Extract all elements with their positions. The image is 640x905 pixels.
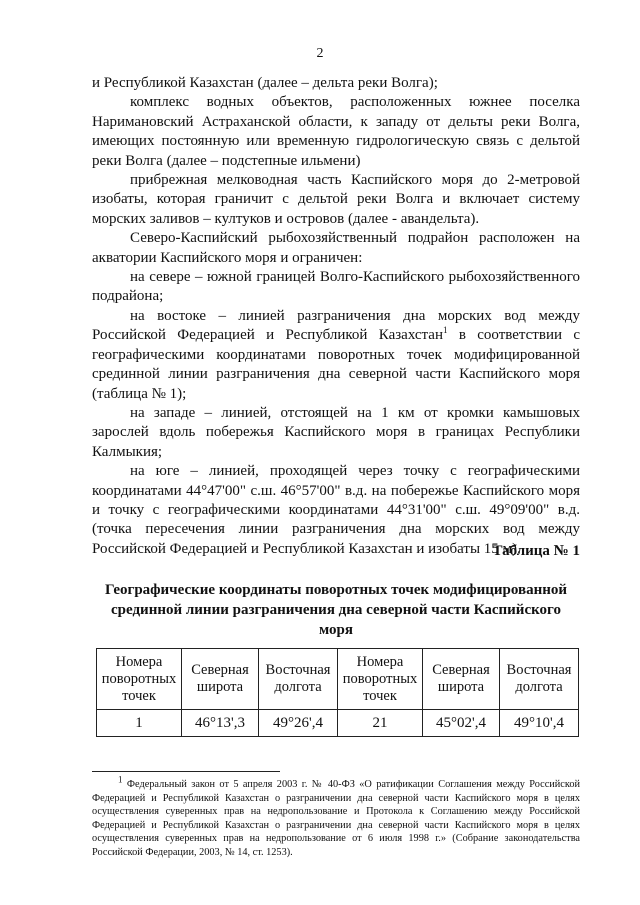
coordinates-table [96, 648, 579, 737]
paragraph-7: на западе – линией, отстоящей на 1 км от кромки камышовых зарослей вдоль побережья Каспийского моря в границах Республики Калмыкия; [92, 404, 580, 460]
paragraph-6 [92, 307, 580, 404]
footnote-text: Федеральный закон от 5 апреля 2003 г. № 40-ФЗ «О ратификации Соглашения между Российской Федерацией и Республикой Казахстан о разграничении дна северной части Каспийского моря в целях осуществления суверенных прав на недропользование и Протокола к Соглашению между Российской Федерацией и Республикой Казахстан о разграничении дна северной части Каспийского моря в целях осуществления суверенных прав на недропользование от 6 июля 1998 г.» (Собрание законодательства Российской Федерации, 2003, № 14, ст. 1253). [92, 779, 581, 858]
paragraph-6-continued: в соответствии с географическими координатами поворотных точек модифицированной срединной линии разграничения дна северной части Каспийского моря (таблица № 1); [92, 327, 580, 402]
footnote [92, 774, 581, 860]
paragraph-5: на севере – южной границей Волго-Каспийского рыбохозяйственного подрайона; [92, 269, 580, 305]
header-north-latitude-1: Северная широта [182, 649, 259, 710]
table-label: Таблица № 1 [492, 543, 580, 559]
table-header-row [97, 649, 579, 710]
paragraph-1: и Республикой Казахстан (далее – дельта реки Волга); [92, 75, 438, 91]
table-title: Географические координаты поворотных точек модифицированной срединной линии разграничения дна северной части Каспийского моря [104, 582, 568, 638]
header-east-longitude-2: Восточная долгота [500, 649, 579, 710]
cell-north-latitude-1: 46°13',3 [182, 710, 259, 737]
cell-point-number-1: 1 [97, 710, 182, 737]
body-text [92, 74, 580, 559]
paragraph-2: комплекс водных объектов, расположенных южнее поселка Наримановский Астраханской области, к западу от дельты реки Волга, имеющих постоянную или временную гидрологическую связь с дельтой реки Волга (далее – подстепные ильмени) [92, 94, 580, 169]
paragraph-3: прибрежная мелководная часть Каспийского моря до 2-метровой изобаты, которая граничит с дельтой реки Волга и включает систему морских заливов – култуков и островов (далее - авандельта). [92, 172, 580, 227]
footnote-reference: 1 [442, 325, 448, 336]
footnote-marker: 1 [118, 774, 123, 785]
header-north-latitude-2: Северная широта [423, 649, 500, 710]
header-east-longitude-1: Восточная долгота [259, 649, 338, 710]
cell-east-longitude-2: 49°10',4 [500, 710, 579, 737]
footnote-divider [92, 771, 280, 772]
page-number: 2 [316, 46, 324, 61]
paragraph-4: Северо-Каспийский рыбохозяйственный подрайон расположен на акватории Каспийского моря и ограничен: [92, 230, 580, 266]
cell-point-number-2: 21 [338, 710, 423, 737]
cell-east-longitude-1: 49°26',4 [259, 710, 338, 737]
header-point-number-1: Номера поворотных точек [97, 649, 182, 710]
paragraph-6-text: на востоке – линией разграничения дна морских вод между Российской Федерацией и Республикой Казахстан [92, 307, 580, 344]
table-row [97, 710, 579, 737]
header-point-number-2: Номера поворотных точек [338, 649, 423, 710]
cell-north-latitude-2: 45°02',4 [423, 710, 500, 737]
paragraph-8: на юге – линией, проходящей через точку с географическими координатами 44°47'00" с.ш. 46°57'00" в.д. на побережье Каспийского моря и точку с географическими координатами 44°31'00" с.ш. 49°09'00" в.д. (точка пересечения линии разграничения дна морских вод между Российской Федерацией и Республикой Казахстан и изобаты 15 м). [92, 463, 580, 557]
